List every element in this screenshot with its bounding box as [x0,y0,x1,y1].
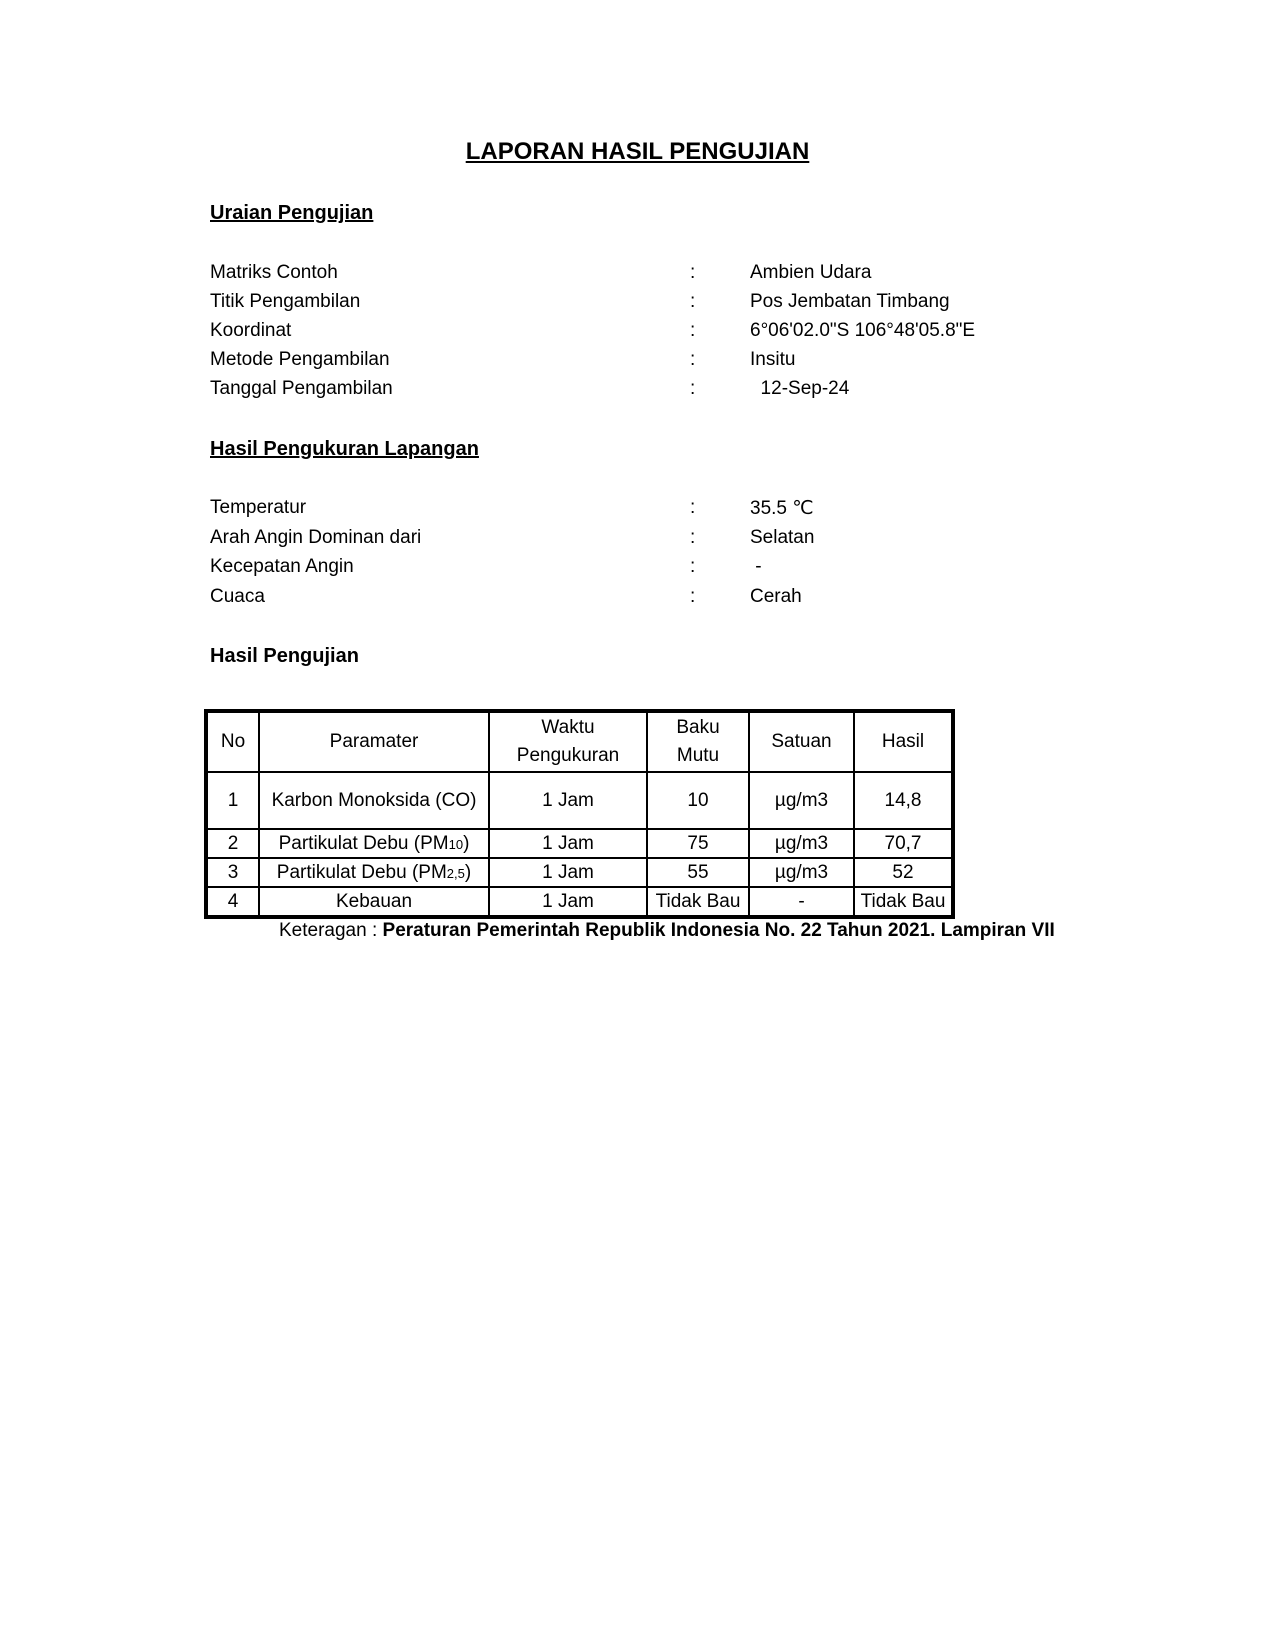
lapangan-label: Kecepatan Angin [210,556,354,577]
cell-hasil: Tidak Bau [854,887,953,917]
cell-satuan: µg/m3 [749,858,854,887]
cell-param-subscript: 2,5 [446,865,465,881]
table-row [206,887,953,917]
uraian-label: Tanggal Pengambilan [210,378,393,399]
note-prefix: Keteragan : [279,920,383,941]
note-regulation: Peraturan Pemerintah Republik Indonesia No. 22 Tahun 2021. Lampiran VII [382,920,1055,941]
lapangan-value: Cerah [750,586,802,607]
uraian-colon: : [690,378,696,399]
uraian-row-koordinat [210,320,1110,348]
cell-param-text: Partikulat Debu (PM [276,861,447,883]
uraian-label: Metode Pengambilan [210,349,390,370]
header-baku-line2: Mutu [676,745,720,766]
header-waktu-line2: Pengukuran [516,745,620,766]
uraian-label: Matriks Contoh [210,262,338,283]
lapangan-value: Selatan [750,527,815,548]
cell-param-end: ) [464,861,472,883]
cell-baku: 10 [647,772,749,829]
cell-no: 1 [206,772,259,829]
lapangan-colon: : [690,497,696,518]
cell-no: 4 [206,887,259,917]
uraian-colon: : [690,349,696,370]
uraian-value: 6°06'02.0"S 106°48'05.8"E [750,320,976,341]
uraian-value: Insitu [750,349,796,370]
header-waktu-line1: Waktu [541,717,595,738]
cell-baku: Tidak Bau [647,887,749,917]
report-title: LAPORAN HASIL PENGUJIAN [465,138,810,165]
table-row [206,772,953,829]
header-param: Paramater [259,711,489,772]
lapangan-row-kecepatan-angin [210,556,1110,584]
cell-param-text: Kebauan [335,890,413,912]
cell-param [259,829,489,858]
header-baku [647,711,749,772]
uraian-row-metode [210,349,1110,377]
cell-satuan: µg/m3 [749,772,854,829]
cell-baku: 55 [647,858,749,887]
cell-waktu: 1 Jam [489,887,647,917]
table-header-row [206,711,953,772]
cell-waktu: 1 Jam [489,829,647,858]
cell-param [259,772,489,829]
header-waktu [489,711,647,772]
cell-hasil: 70,7 [854,829,953,858]
uraian-colon: : [690,291,696,312]
lapangan-label: Temperatur [210,497,307,518]
results-table [204,709,955,919]
cell-baku: 75 [647,829,749,858]
lapangan-value: 35.5 ℃ [750,498,814,519]
uraian-heading: Uraian Pengujian [210,202,374,224]
uraian-value: Ambien Udara [750,262,872,283]
lapangan-colon: : [690,556,696,577]
regulation-note [279,920,1055,942]
cell-hasil: 52 [854,858,953,887]
cell-satuan: - [749,887,854,917]
lapangan-row-temperatur [210,497,1110,525]
cell-hasil: 14,8 [854,772,953,829]
cell-no: 3 [206,858,259,887]
uraian-value: Pos Jembatan Timbang [750,291,950,312]
pengujian-heading: Hasil Pengujian [210,645,359,667]
lapangan-heading: Hasil Pengukuran Lapangan [210,438,479,460]
uraian-colon: : [690,262,696,283]
lapangan-colon: : [690,527,696,548]
lapangan-colon: : [690,586,696,607]
uraian-label: Koordinat [210,320,292,341]
uraian-colon: : [690,320,696,341]
lapangan-value: - [750,556,762,577]
uraian-row-matriks [210,262,1110,290]
uraian-label: Titik Pengambilan [210,291,361,312]
cell-param [259,858,489,887]
header-hasil: Hasil [854,711,953,772]
cell-param-subscript: 10 [448,836,464,852]
cell-waktu: 1 Jam [489,858,647,887]
lapangan-row-arah-angin [210,527,1110,555]
table-row [206,829,953,858]
lapangan-row-cuaca [210,586,1110,614]
cell-no: 2 [206,829,259,858]
cell-param-text: Partikulat Debu (PM [278,832,449,854]
uraian-value: 12-Sep-24 [750,378,850,399]
lapangan-label: Cuaca [210,586,265,607]
header-baku-line1: Baku [676,717,720,738]
cell-waktu: 1 Jam [489,772,647,829]
table-row [206,858,953,887]
cell-satuan: µg/m3 [749,829,854,858]
cell-param-text: Karbon Monoksida (CO) [271,789,477,811]
uraian-row-tanggal [210,378,1110,406]
cell-param [259,887,489,917]
header-satuan: Satuan [749,711,854,772]
header-no: No [206,711,259,772]
cell-param-end: ) [463,832,470,854]
lapangan-label: Arah Angin Dominan dari [210,527,422,548]
uraian-row-titik [210,291,1110,319]
